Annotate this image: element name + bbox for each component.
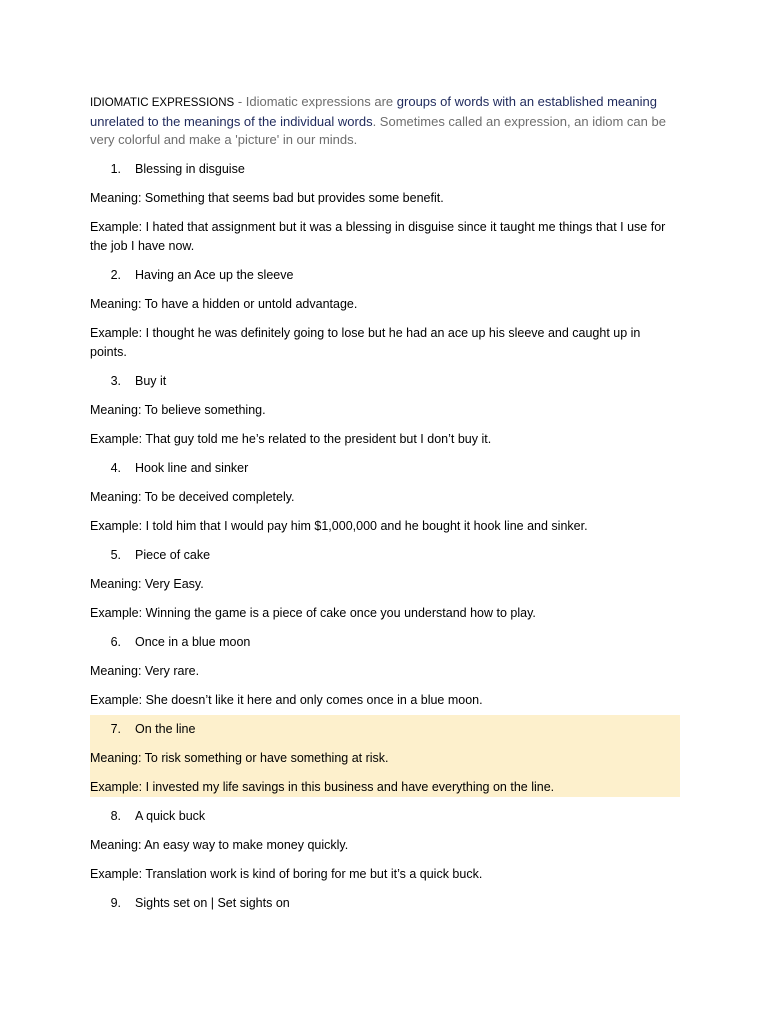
idiom-item bbox=[90, 894, 678, 923]
intro-paragraph bbox=[90, 93, 678, 150]
idiom-item bbox=[90, 546, 678, 623]
idiom-item bbox=[90, 633, 678, 710]
idiom-title-line bbox=[90, 459, 678, 488]
list-number: 3. bbox=[110, 373, 121, 388]
idiom-title: Blessing in disguise bbox=[135, 161, 245, 176]
list-number: 8. bbox=[110, 808, 121, 823]
intro-dash: - bbox=[234, 94, 246, 109]
idiom-item-highlighted bbox=[90, 715, 680, 797]
idiom-meaning: Meaning: To have a hidden or untold advantage. bbox=[90, 296, 358, 311]
idiom-example: Example: I thought he was definitely going to lose but he had an ace up his sleeve and caught up in points. bbox=[90, 325, 641, 359]
list-number: 6. bbox=[110, 634, 121, 649]
intro-text-definition: groups of words with an established meaning unrelated to the meanings of the individual words bbox=[90, 94, 657, 129]
idiom-meaning: Meaning: An easy way to make money quickly. bbox=[90, 837, 349, 852]
idiom-meaning: Meaning: To believe something. bbox=[90, 402, 266, 417]
idiom-title-line bbox=[90, 807, 678, 836]
idiom-example: Example: I invested my life savings in this business and have everything on the line. bbox=[90, 779, 555, 794]
idiom-example: Example: Winning the game is a piece of cake once you understand how to play. bbox=[90, 605, 536, 620]
idiom-item bbox=[90, 372, 678, 449]
idiom-meaning: Meaning: Very Easy. bbox=[90, 576, 204, 591]
idiom-title: A quick buck bbox=[135, 808, 206, 823]
idiom-example: Example: I hated that assignment but it was a blessing in disguise since it taught me things that I use for the job I have now. bbox=[90, 219, 666, 253]
idiom-example: Example: I told him that I would pay him $1,000,000 and he bought it hook line and sinker. bbox=[90, 518, 588, 533]
idiom-title: On the line bbox=[135, 721, 196, 736]
idiom-meaning: Meaning: To be deceived completely. bbox=[90, 489, 295, 504]
idiom-example: Example: Translation work is kind of boring for me but it’s a quick buck. bbox=[90, 866, 483, 881]
idiom-meaning: Meaning: To risk something or have something at risk. bbox=[90, 750, 389, 765]
intro-text-part3: . Sometimes called an expression, an idiom can be very colorful and make a 'picture' in our minds. bbox=[90, 113, 666, 147]
idiom-meaning: Meaning: Something that seems bad but provides some benefit. bbox=[90, 190, 444, 205]
idiom-title-line bbox=[90, 372, 678, 401]
list-number: 2. bbox=[110, 267, 121, 282]
idiom-title: Once in a blue moon bbox=[135, 634, 251, 649]
intro-heading: IDIOMATIC EXPRESSIONS bbox=[90, 97, 235, 109]
idiom-title-line bbox=[90, 633, 678, 662]
idiom-item bbox=[90, 266, 678, 362]
idiom-meaning: Meaning: Very rare. bbox=[90, 663, 200, 678]
idiom-item bbox=[90, 459, 678, 536]
idiom-title: Sights set on | Set sights on bbox=[135, 895, 290, 910]
idiom-example: Example: She doesn’t like it here and only comes once in a blue moon. bbox=[90, 692, 483, 707]
list-number: 4. bbox=[110, 460, 121, 475]
list-number: 5. bbox=[110, 547, 121, 562]
idiom-title-line bbox=[90, 546, 678, 575]
idiom-title-line bbox=[90, 266, 678, 295]
intro-text-part1: Idiomatic expressions are bbox=[245, 94, 397, 109]
idiom-title-line bbox=[90, 160, 678, 189]
idiom-item bbox=[90, 160, 678, 256]
idiom-title-line bbox=[90, 720, 680, 749]
idiom-item bbox=[90, 807, 678, 884]
idiom-title: Buy it bbox=[135, 373, 167, 388]
list-number: 9. bbox=[110, 895, 121, 910]
list-number: 7. bbox=[110, 721, 121, 736]
idiom-title-line bbox=[90, 894, 678, 923]
list-number: 1. bbox=[110, 161, 121, 176]
idiom-title: Having an Ace up the sleeve bbox=[135, 267, 294, 282]
idiom-example: Example: That guy told me he’s related to the president but I don’t buy it. bbox=[90, 431, 492, 446]
idiom-title: Piece of cake bbox=[135, 547, 211, 562]
document-body bbox=[90, 93, 678, 923]
idiom-title: Hook line and sinker bbox=[135, 460, 249, 475]
